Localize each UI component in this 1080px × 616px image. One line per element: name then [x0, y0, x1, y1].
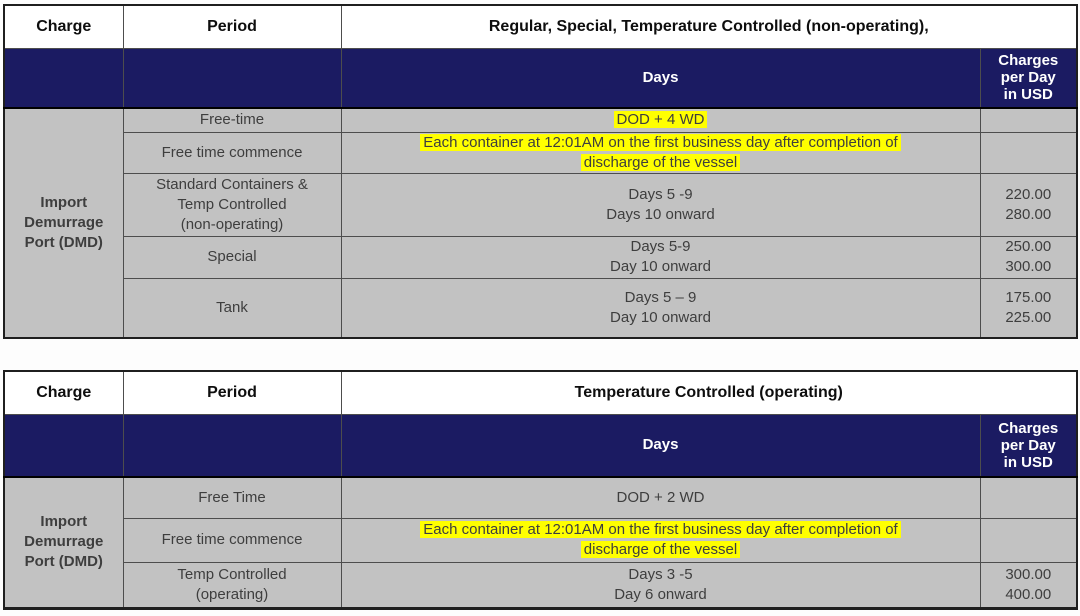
days-cell-free-time: DOD + 2 WD — [341, 477, 980, 518]
period-line: Temp Controlled — [177, 195, 287, 213]
days-cell-free-time — [341, 108, 980, 132]
table2-subheader-row — [4, 414, 1077, 477]
days-line: Day 10 onward — [610, 258, 711, 275]
table1-row-tank — [4, 278, 1077, 338]
days-cell-commence — [341, 132, 980, 173]
demurrage-table-operating — [3, 370, 1078, 610]
table2-period-column-header: Period — [123, 371, 341, 414]
days-cell-standard — [341, 173, 980, 236]
period-cell-free-time: Free Time — [123, 477, 341, 518]
charges-cell-standard — [980, 173, 1077, 236]
days-line: Days 3 -5 — [628, 565, 693, 583]
table1-row-commence — [4, 132, 1077, 173]
table2-days-column-header: Days — [341, 414, 980, 477]
highlighted-text: DOD + 4 WD — [614, 111, 708, 128]
period-cell-free-time: Free-time — [123, 108, 341, 132]
period-line: Temp Controlled — [177, 565, 287, 583]
period-cell-tank: Tank — [123, 278, 341, 338]
table2-category-header: Temperature Controlled (operating) — [341, 371, 1077, 414]
charges-cell-commence — [980, 132, 1077, 173]
charge-group-line: Port (DMD) — [24, 553, 103, 571]
table2-charge-column-header: Charge — [4, 371, 123, 414]
period-cell-standard — [123, 173, 341, 236]
charges-header-line: Charges — [998, 52, 1059, 70]
period-line: Standard Containers & — [156, 175, 308, 193]
days-line: Day 6 onward — [614, 585, 707, 603]
charges-header-line: in USD — [1003, 453, 1053, 471]
charge-value: 175.00 — [1005, 288, 1052, 306]
days-cell-special — [341, 236, 980, 278]
period-cell-temp-controlled — [123, 562, 341, 608]
table2-row-commence — [4, 518, 1077, 562]
days-cell-temp-controlled — [341, 562, 980, 608]
charge-value: 280.00 — [1005, 205, 1052, 223]
table1-subheader-row — [4, 48, 1077, 108]
table1-row-free-time — [4, 108, 1077, 132]
charges-cell-special — [980, 236, 1077, 278]
charges-header-line: per Day — [1000, 436, 1056, 454]
period-line: (non-operating) — [180, 215, 284, 233]
period-cell-commence: Free time commence — [123, 518, 341, 562]
table2-row-free-time — [4, 477, 1077, 518]
charge-group-line: Demurrage — [24, 533, 104, 551]
charge-group-line: Import — [40, 513, 88, 531]
days-cell-tank — [341, 278, 980, 338]
charges-header-line: in USD — [1003, 86, 1053, 104]
charge-group-line: Demurrage — [24, 214, 104, 231]
days-line: Days 10 onward — [606, 205, 715, 223]
days-cell-commence — [341, 518, 980, 562]
table1-subheader-empty-period — [123, 48, 341, 108]
period-line: (operating) — [195, 585, 269, 603]
demurrage-table-non-operating — [3, 4, 1078, 339]
charge-group-line: Import — [40, 194, 88, 211]
charges-header-line: Charges — [998, 419, 1059, 437]
charges-header-line: per Day — [1000, 69, 1056, 87]
table1-charge-column-header: Charge — [4, 5, 123, 48]
charge-group-line: Port (DMD) — [24, 234, 103, 251]
charge-value: 225.00 — [1005, 308, 1052, 326]
table-gap — [3, 339, 1080, 370]
days-line: Day 10 onward — [610, 308, 711, 326]
table2-charges-column-header — [980, 414, 1077, 477]
highlighted-text: discharge of the vessel — [581, 541, 740, 558]
charge-value: 300.00 — [1005, 258, 1052, 275]
table1-subheader-empty-charge — [4, 48, 123, 108]
charge-value: 220.00 — [1005, 185, 1052, 203]
days-line: Days 5 – 9 — [624, 288, 697, 306]
period-cell-special: Special — [123, 236, 341, 278]
days-line: Days 5-9 — [630, 238, 691, 255]
highlighted-text: discharge of the vessel — [581, 154, 740, 171]
charge-value: 250.00 — [1005, 238, 1052, 255]
table2-subheader-empty-charge — [4, 414, 123, 477]
charges-cell-commence — [980, 518, 1077, 562]
table2-header-row — [4, 371, 1077, 414]
table2-subheader-empty-period — [123, 414, 341, 477]
table1-row-standard — [4, 173, 1077, 236]
charge-value: 300.00 — [1005, 565, 1052, 583]
table2-charge-group-label — [4, 477, 123, 608]
table1-period-column-header: Period — [123, 5, 341, 48]
charges-cell-free-time — [980, 108, 1077, 132]
table1-row-special — [4, 236, 1077, 278]
charges-cell-free-time — [980, 477, 1077, 518]
table1-category-header: Regular, Special, Temperature Controlled (non-operating), — [341, 5, 1077, 48]
table1-days-column-header: Days — [341, 48, 980, 108]
charges-cell-temp-controlled — [980, 562, 1077, 608]
highlighted-text: Each container at 12:01AM on the first business day after completion of — [420, 134, 900, 151]
days-line: Days 5 -9 — [628, 185, 693, 203]
period-cell-commence: Free time commence — [123, 132, 341, 173]
table2-row-temp-controlled — [4, 562, 1077, 608]
table1-charges-column-header — [980, 48, 1077, 108]
highlighted-text: Each container at 12:01AM on the first business day after completion of — [420, 521, 900, 538]
charge-value: 400.00 — [1005, 585, 1052, 603]
table1-charge-group-label — [4, 108, 123, 338]
charges-cell-tank — [980, 278, 1077, 338]
table1-header-row — [4, 5, 1077, 48]
